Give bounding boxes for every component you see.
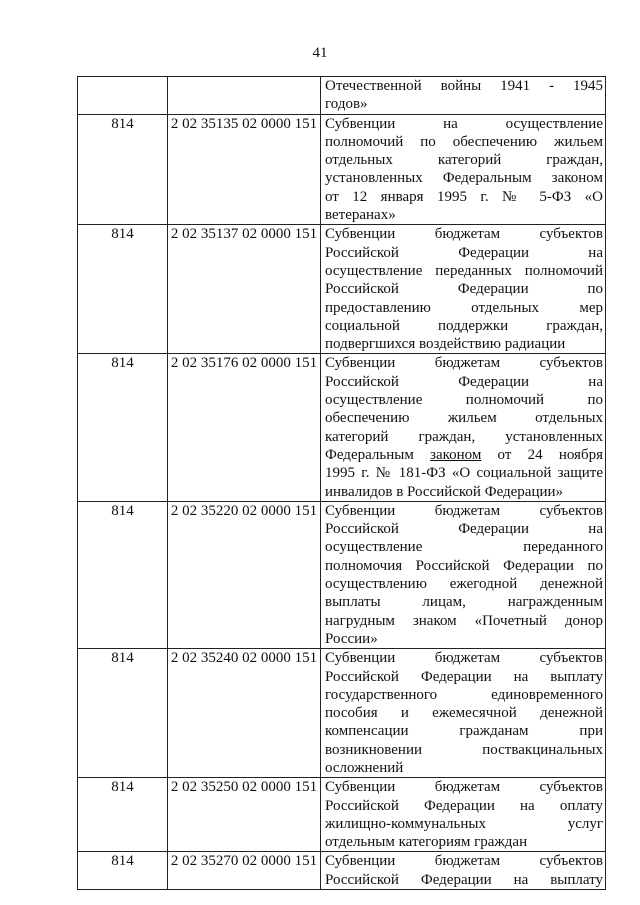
description-line: Российской Федерации на [325,521,603,538]
description-cell [321,354,606,501]
budget-codes-table [77,76,606,890]
description-line: осуществление переданных полномочий [325,262,603,279]
description-line: пособия и ежемесячной денежной [325,705,603,722]
description-line: Отечественной войны 1941 - 1945 [325,78,603,94]
description-cell [321,77,606,115]
page-number: 41 [312,45,328,61]
admin-code-cell: 814 [78,778,168,852]
description-line: годов» [325,96,368,113]
table-row [78,778,606,852]
table-row [78,354,606,501]
admin-code-cell: 814 [78,501,168,648]
budget-code-cell: 2 02 35250 02 0000 151 [168,778,321,852]
description-line: категорий граждан, установленных [325,428,603,445]
table-row [78,649,606,778]
description-cell [321,852,606,890]
description-line: от 12 января 1995 г. № 5-ФЗ «О [325,188,603,205]
description-line: осуществление полномочий по [325,392,603,409]
description-line: жилищно-коммунальных услуг [325,815,603,832]
description-line: Субвенции бюджетам субъектов [325,226,603,243]
budget-code-cell: 2 02 35135 02 0000 151 [168,114,321,225]
description-line: государственного единовременного [325,686,603,703]
description-cell [321,114,606,225]
description-line: выплаты лицам, награжденным [325,594,603,611]
law-link[interactable]: законом [430,446,482,463]
table-body [78,77,606,890]
description-line: подвергшихся воздействию радиации [325,336,566,353]
table-row [78,501,606,648]
description-line: осложнений [325,759,404,776]
description-line: Российской Федерации на [325,244,603,261]
description-line: 1995 г. № 181-ФЗ «О социальной защите [325,465,603,482]
table-row [78,77,606,115]
admin-code-cell: 814 [78,354,168,501]
description-line: осуществлению ежегодной денежной [325,576,603,593]
description-line: Российской Федерации на [325,373,603,390]
budget-code-cell: 2 02 35240 02 0000 151 [168,649,321,778]
description-line: Субвенции бюджетам субъектов [325,502,603,519]
description-line: России» [325,630,378,647]
admin-code-cell: 814 [78,225,168,354]
description-line: возникновении поствакцинальных [325,741,603,758]
admin-code-cell [78,77,168,115]
description-line: Федеральным законом от 24 ноября [325,446,603,463]
budget-code-cell [168,77,321,115]
description-line: осуществление переданного [325,539,603,556]
description-line: Субвенции бюджетам субъектов [325,853,603,870]
admin-code-cell: 814 [78,852,168,890]
description-line: Субвенции бюджетам субъектов [325,650,603,667]
description-cell [321,649,606,778]
description-line: полномочий по обеспечению жильем [325,133,603,150]
description-line: Российской Федерации на выплату [325,668,603,685]
description-line: Российской Федерации по [325,281,603,298]
table-row [78,114,606,225]
budget-code-cell: 2 02 35220 02 0000 151 [168,501,321,648]
admin-code-cell: 814 [78,114,168,225]
description-line: социальной поддержки граждан, [325,317,603,334]
description-line: отдельным категориям граждан [325,834,528,851]
table-row [78,852,606,890]
description-line: обеспечению жильем отдельных [325,410,603,427]
description-line: компенсации гражданам при [325,723,603,740]
description-line: нагрудным знаком «Почетный донор [325,612,603,629]
description-line: Российской Федерации на выплату [325,871,603,888]
description-line: Субвенции бюджетам субъектов [325,355,603,372]
description-line: инвалидов в Российской Федерации» [325,483,564,500]
description-cell [321,501,606,648]
budget-code-cell: 2 02 35137 02 0000 151 [168,225,321,354]
description-cell [321,778,606,852]
table-row [78,225,606,354]
description-line: установленных Федеральным законом [325,170,603,187]
description-line: Российской Федерации на оплату [325,797,603,814]
description-line: полномочия Российской Федерации по [325,557,603,574]
budget-code-cell: 2 02 35270 02 0000 151 [168,852,321,890]
description-line: предоставлению отдельных мер [325,299,603,316]
description-cell [321,225,606,354]
description-line: отдельных категорий граждан, [325,152,603,169]
description-line: ветеранах» [325,207,396,224]
admin-code-cell: 814 [78,649,168,778]
budget-code-cell: 2 02 35176 02 0000 151 [168,354,321,501]
description-line: Субвенции бюджетам субъектов [325,779,603,796]
description-line: Субвенции на осуществление [325,115,603,132]
